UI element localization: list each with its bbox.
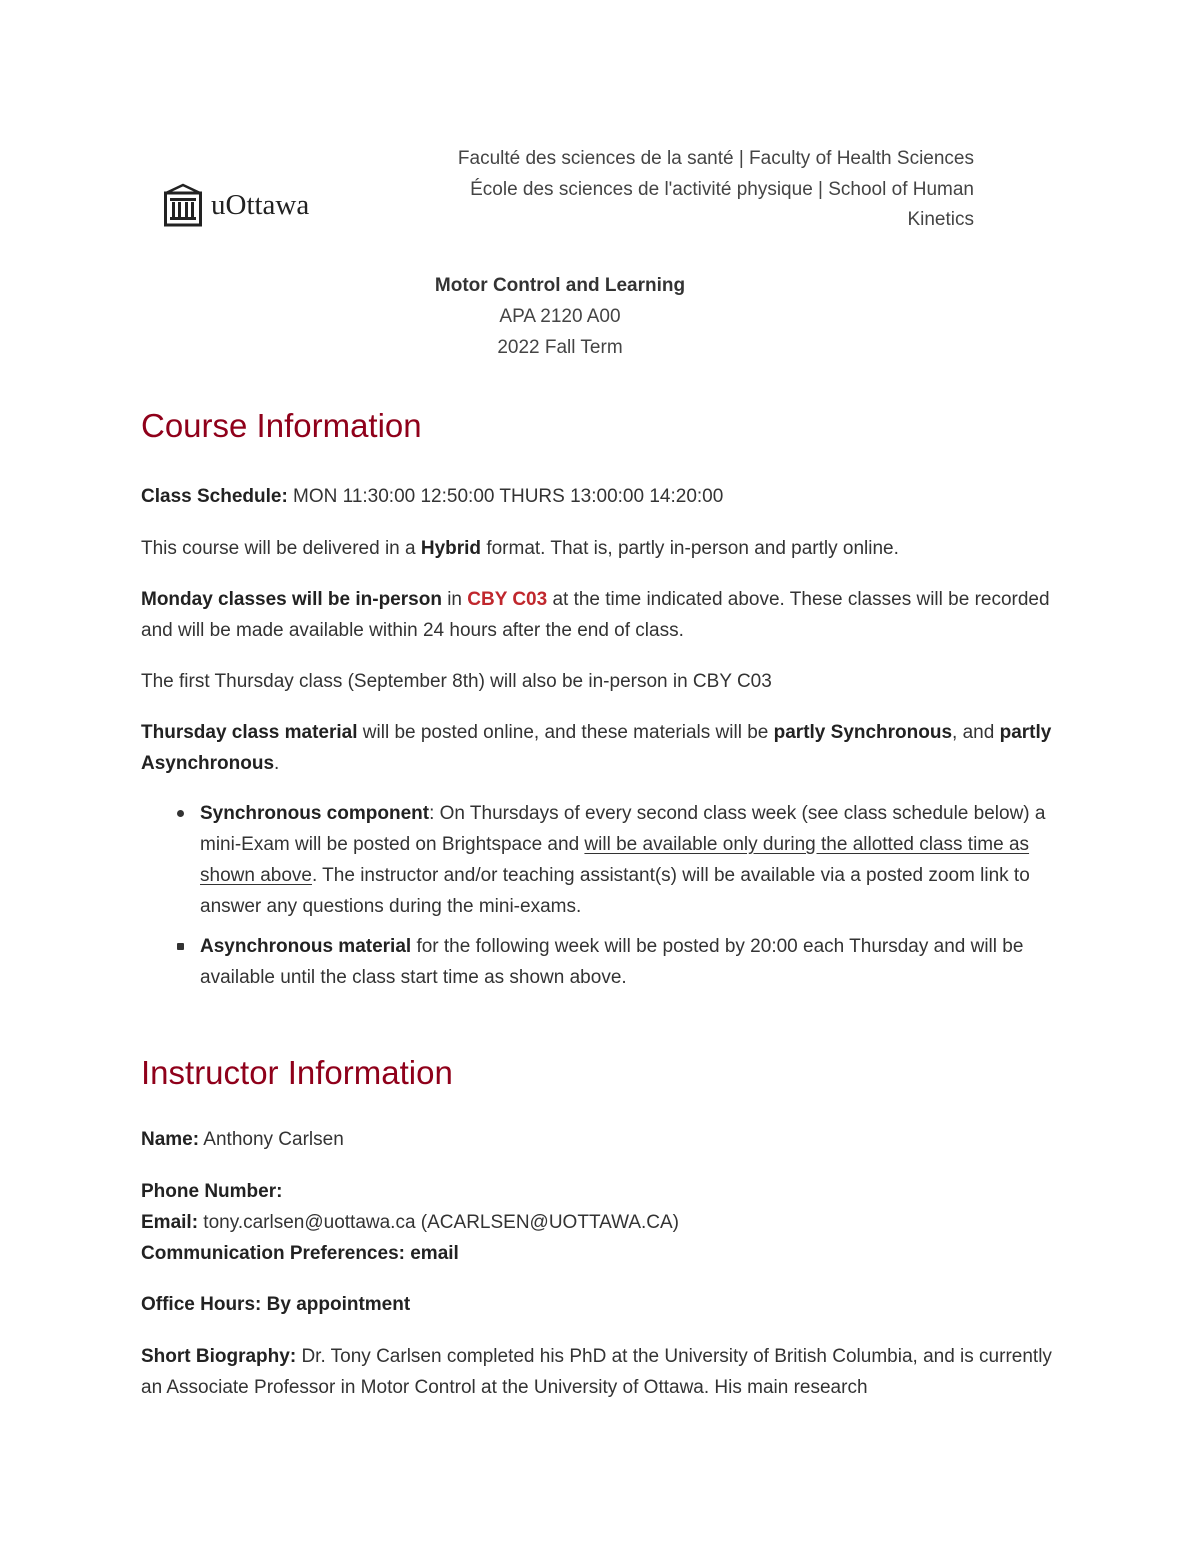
faculty-header [414, 144, 974, 236]
contact-block [141, 1176, 1071, 1269]
monday-classes-paragraph [141, 584, 1071, 646]
synchronous-bold: partly Synchronous [773, 722, 953, 743]
bullet-bold: Asynchronous material [200, 936, 412, 957]
course-information-section [141, 406, 1071, 993]
bio-text: Dr. Tony Carlsen completed his PhD at the University of British Columbia, and is currently an Associate Professor in Motor Control at the University of Ottawa. His main research [141, 1346, 1052, 1398]
first-thursday-paragraph: The first Thursday class (September 8th) will also be in-person in CBY C03 [141, 671, 772, 692]
class-schedule [141, 481, 1071, 512]
uottawa-logo [163, 183, 309, 227]
text: , and [952, 722, 1000, 743]
bio-label: Short Biography: [141, 1346, 297, 1367]
text: format. That is, partly in-person and partly online. [481, 538, 899, 559]
course-title: Motor Control and Learning [434, 275, 686, 296]
text: in [441, 589, 468, 610]
university-building-icon [163, 183, 203, 227]
course-code: APA 2120 A00 [499, 306, 621, 327]
communication-preferences: Communication Preferences: email [141, 1243, 459, 1264]
class-schedule-value: MON 11:30:00 12:50:00 THURS 13:00:00 14:20:00 [287, 486, 724, 507]
instructor-information-heading: Instructor Information [141, 1054, 453, 1091]
logo-wordmark: uOttawa [211, 188, 310, 221]
thursday-bold: Thursday class material [141, 722, 358, 743]
email-value: tony.carlsen@uottawa.ca (ACARLSEN@UOTTAWA.CA) [198, 1212, 680, 1233]
text: at the time indicated above. These classes will be recorded and will be made available within 24 hours after the end of class. [141, 589, 1050, 641]
underlined-text: will be available only during the allotted class time as shown above [200, 834, 1030, 886]
list-item [200, 931, 1071, 993]
delivery-bullets [141, 798, 1071, 993]
phone-label: Phone Number: [141, 1181, 283, 1202]
name-label: Name: [141, 1129, 200, 1150]
text: . The instructor and/or teaching assistant(s) will be available via a posted zoom link to answer any questions during the mini-exams. [200, 865, 1030, 917]
course-term: 2022 Fall Term [497, 337, 623, 358]
text: . [274, 753, 280, 774]
name-value: Anthony Carlsen [199, 1129, 344, 1150]
text: : On Thursdays of every second class week (see class schedule below) a mini-Exam will be posted on Brightspace and [200, 803, 1046, 855]
office-hours-label: Office Hours: By appointment [141, 1294, 411, 1315]
list-item [200, 798, 1071, 922]
short-biography [141, 1341, 1071, 1403]
room-code: CBY C03 [467, 589, 548, 610]
text: will be posted online, and these materials will be [357, 722, 774, 743]
course-information-heading: Course Information [141, 407, 422, 444]
thursday-material-paragraph [141, 717, 1071, 779]
bullet-bold: Synchronous component [200, 803, 430, 824]
office-hours [141, 1289, 1071, 1320]
text: for the following week will be posted by 20:00 each Thursday and will be available until the class start time as shown above. [200, 936, 1024, 988]
asynchronous-bold: partly Asynchronous [141, 722, 1052, 774]
monday-bold: Monday classes will be in-person [141, 589, 442, 610]
hybrid-bold: Hybrid [420, 538, 482, 559]
class-schedule-label: Class Schedule: [141, 486, 288, 507]
delivery-format-paragraph [141, 533, 1071, 564]
instructor-name [141, 1124, 1071, 1155]
faculty-name: Faculté des sciences de la santé | Faculty of Health Sciences [457, 148, 974, 169]
school-name: École des sciences de l'activité physique | School of Human Kinetics [470, 178, 974, 230]
email-label: Email: [141, 1212, 199, 1233]
instructor-information-section [141, 1053, 1071, 1403]
course-title-block [380, 270, 740, 363]
text: This course will be delivered in a [141, 538, 421, 559]
